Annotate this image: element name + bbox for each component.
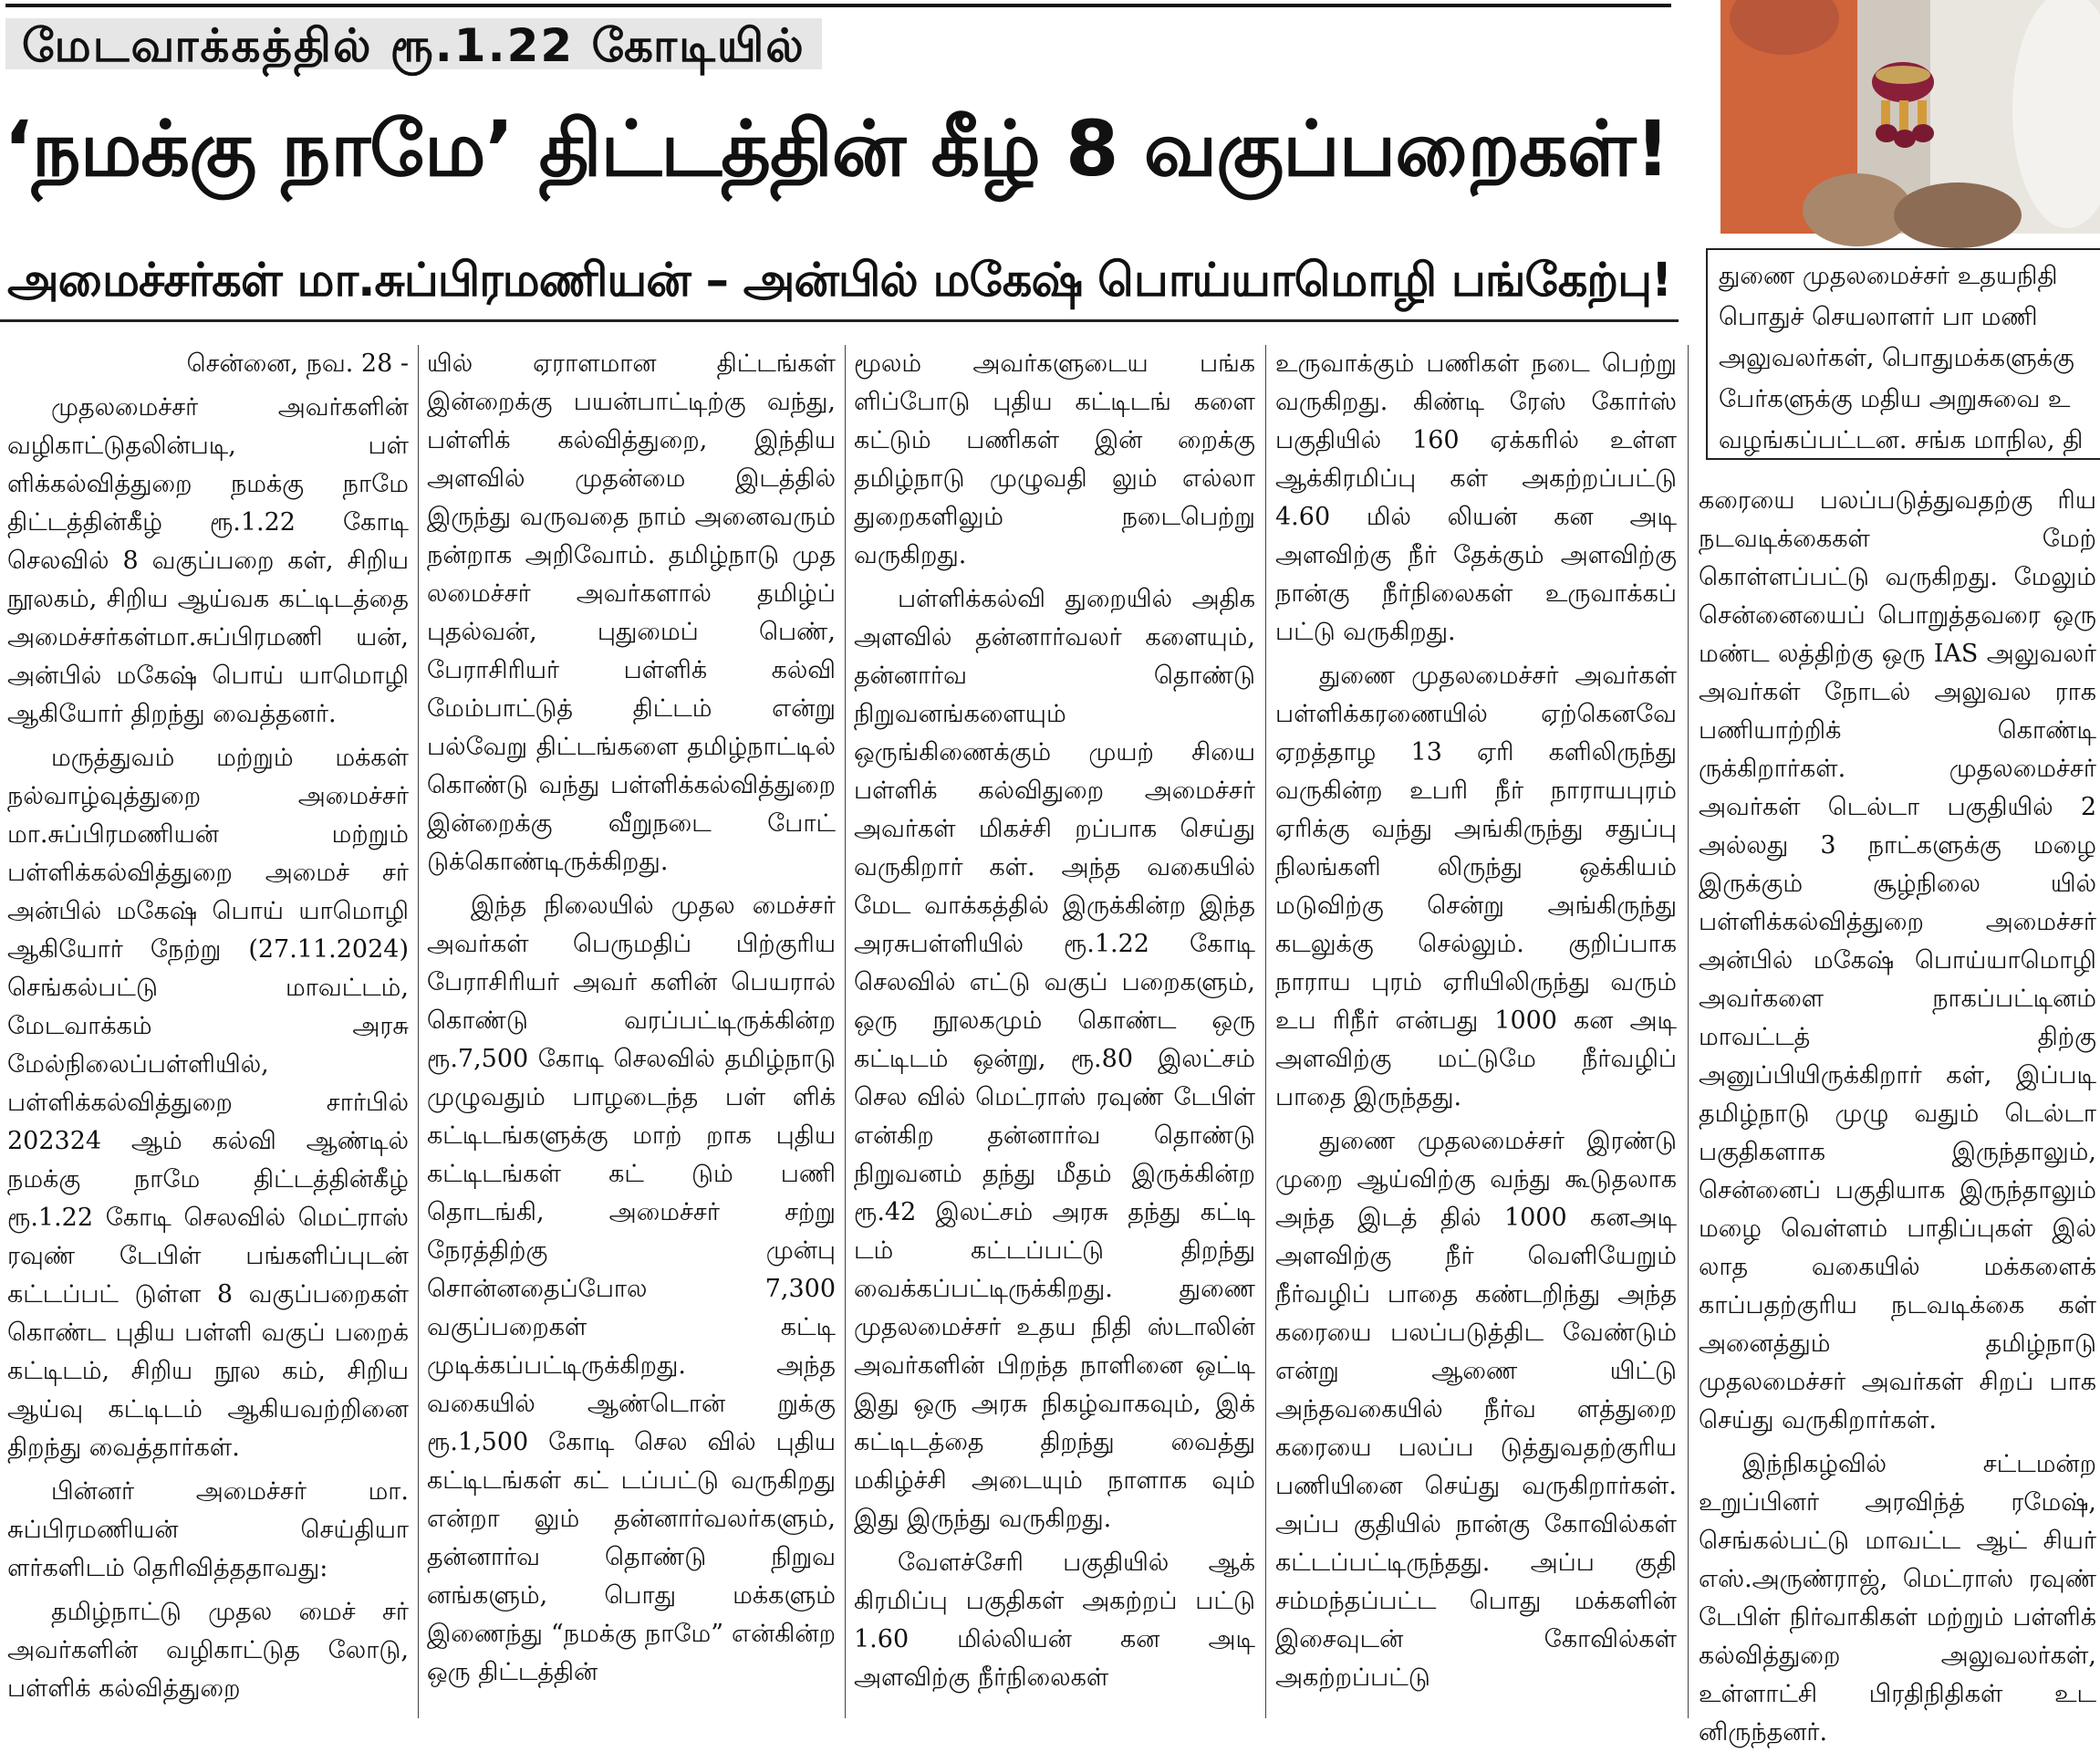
article-column-5 xyxy=(1699,482,2096,1747)
article-paragraph: உருவாக்கும் பணிகள் நடை பெற்று வருகிறது. கிண்டி ரேஸ் கோர்ஸ் பகுதியில் 160 ஏக்கரில் உள்ள ஆக்கிரமிப்பு கள் அகற்றப்பட்டு 4.60 மில் லியன் கன அடி அளவிற்கு நீர் தேக்கும் அளவிற்கு நான்கு நீர்நிலைகள் உருவாக்கப் பட்டு வருகிறது. xyxy=(1275,349,1677,646)
article-column-1 xyxy=(7,345,409,1727)
kicker-text: மேடவாக்கத்தில் ரூ.1.22 கோடியில் xyxy=(5,18,822,69)
article-paragraph: முதலமைச்சர் அவர்களின் வழிகாட்டுதலின்படி, பள் ளிக்கல்வித்துறை நமக்கு நாமே திட்டத்தின்கீழ் ரூ.1.22 கோடி செலவில் 8 வகுப்பறை கள், சிறிய நூலகம், சிறிய ஆய்வக கட்டிடத்தை அமைச்சர்கள்மா.சுப்பிரமணி யன், அன்பில் மகேஷ் பொய் யாமொழி ஆகியோர் திறந்து வைத்தனர். xyxy=(7,393,409,728)
article-paragraph: யில் ஏராளமான திட்டங்கள் இன்றைக்கு பயன்பாட்டிற்கு வந்து, பள்ளிக் கல்வித்துறை, இந்திய அளவில் முதன்மை இடத்தில் இருந்து வருவதை நாம் அனைவரும் நன்றாக அறிவோம். தமிழ்நாடு முத லமைச்சர் அவர்களால் தமிழ்ப் புதல்வன், புதுமைப் பெண், பேராசிரியர் பள்ளிக் கல்வி மேம்பாட்டுத் திட்டம் என்று பல்வேறு திட்டங்களை தமிழ்நாட்டில் கொண்டு வந்து பள்ளிக்கல்வித்துறை இன்றைக்கு வீறுநடை போட் டுக்கொண்டிருக்கிறது. xyxy=(427,349,836,876)
news-photo xyxy=(1721,0,2100,234)
column-divider xyxy=(1688,345,1689,1718)
caption-line: அலுவலர்கள், பொதுமக்களுக்கு xyxy=(1719,344,2074,372)
photo-illustration xyxy=(1721,0,2100,234)
article-paragraph: கரையை பலப்படுத்துவதற்கு ரிய நடவடிக்கைகள் மேற் கொள்ளப்பட்டு வருகிறது. மேலும் சென்னையைப் பொறுத்தவரை ஒரு மண்ட லத்திற்கு ஒரு IAS அலுவலர் அவர்கள் நோடல் அலுவல ராக பணியாற்றிக் கொண்டி ருக்கிறார்கள். முதலமைச்சர் அவர்கள் டெல்டா பகுதியில் 2 அல்லது 3 நாட்களுக்கு மழை இருக்கும் சூழ்நிலை யில் பள்ளிக்கல்வித்துறை அமைச்சர் அன்பில் மகேஷ் பொய்யாமொழி அவர்களை நாகப்பட்டினம் மாவட்டத் திற்கு அனுப்பியிருக்கிறார் கள், இப்படி தமிழ்நாடு முழு வதும் டெல்டா பகுதிகளாக இருந்தாலும், சென்னைப் பகுதியாக இருந்தாலும் மழை வெள்ளம் பாதிப்புகள் இல் லாத வகையில் மக்களைக் காப்பதற்குரிய நடவடிக்கை கள் அனைத்தும் தமிழ்நாடு முதலமைச்சர் அவர்கள் சிறப் பாக செய்து வருகிறார்கள். xyxy=(1699,486,2096,1434)
article-paragraph: துணை முதலமைச்சர் இரண்டு முறை ஆய்விற்கு வந்து கூடுதலாக அந்த இடத் தில் 1000 கனஅடி அளவிற்கு நீர் வெளியேறும் நீர்வழிப் பாதை கண்டறிந்து அந்த கரையை பலப்படுத்திட வேண்டும் என்று ஆணை யிட்டு அந்தவகையில் நீர்வ ளத்துறை கரையை பலப்ப டுத்துவதற்குரிய பணியினை செய்து வருகிறார்கள். அப்ப குதியில் நான்கு கோவில்கள் கட்டப்பட்டிருந்தது. அப்ப குதி சம்மந்தப்பட்ட பொது மக்களின் இசைவுடன் கோவில்கள் அகற்றப்பட்டு xyxy=(1275,1127,1677,1692)
column-divider xyxy=(845,345,846,1718)
photo-caption xyxy=(1706,248,2100,460)
article-paragraph: தமிழ்நாட்டு முதல மைச் சர் அவர்களின் வழிகாட்டுத லோடு, பள்ளிக் கல்வித்துறை xyxy=(7,1598,409,1703)
caption-line: துணை முதலமைச்சர் உதயநிதி xyxy=(1719,262,2058,290)
article-paragraph: மூலம் அவர்களுடைய பங்க ளிப்போடு புதிய கட்டிடங் களை கட்டும் பணிகள் இன் றைக்கு தமிழ்நாடு முழுவதி லும் எல்லா துறைகளிலும் நடைபெற்று வருகிறது. xyxy=(854,349,1255,569)
article-paragraph: துணை முதலமைச்சர் அவர்கள் பள்ளிக்கரணையில் ஏற்கெனவே ஏறத்தாழ 13 ஏரி களிலிருந்து வருகின்ற உபரி நீர் நாராயபுரம் ஏரிக்கு வந்து அங்கிருந்து சதுப்பு நிலங்களி லிருந்து ஒக்கியம் மடுவிற்கு சென்று அங்கிருந்து கடலுக்கு செல்லும். குறிப்பாக நாராய புரம் ஏரியிலிருந்து வரும் உப ரிநீர் என்பது 1000 கன அடி அளவிற்கு மட்டுமே நீர்வழிப் பாதை இருந்தது. xyxy=(1275,662,1677,1111)
article-paragraph: மருத்துவம் மற்றும் மக்கள் நல்வாழ்வுத்துறை அமைச்சர் மா.சுப்பிரமணியன் மற்றும் பள்ளிக்கல்வித்துறை அமைச் சர் அன்பில் மகேஷ் பொய் யாமொழி ஆகியோர் நேற்று (27.11.2024) செங்கல்பட்டு மாவட்டம், மேடவாக்கம் அரசு மேல்நிலைப்பள்ளியில், பள்ளிக்கல்வித்துறை சார்பில் 202324 ஆம் கல்வி ஆண்டில் நமக்கு நாமே திட்டத்தின்கீழ் ரூ.1.22 கோடி செலவில் மெட்ராஸ் ரவுண் டேபிள் பங்களிப்புடன் கட்டப்பட் டுள்ள 8 வகுப்பறைகள் கொண்ட புதிய பள்ளி வகுப் பறைக் கட்டிடம், சிறிய நூல கம், சிறிய ஆய்வு கட்டிடம் ஆகியவற்றினை திறந்து வைத்தார்கள். xyxy=(7,744,409,1462)
headline: ‘நமக்கு நாமே’ திட்டத்தின் கீழ் 8 வகுப்பறைகள்! xyxy=(4,104,1669,193)
article-column-3 xyxy=(854,345,1255,1727)
caption-line: பேர்களுக்கு மதிய அறுசுவை உ xyxy=(1719,385,2071,413)
article-column-2 xyxy=(427,345,836,1727)
article-paragraph: இந்த நிலையில் முதல மைச்சர் அவர்கள் பெருமதிப் பிற்குரிய பேராசிரியர் அவர் களின் பெயரால் கொண்டு வரப்பட்டிருக்கின்ற ரூ.7,500 கோடி செலவில் தமிழ்நாடு முழுவதும் பாழடைந்த பள் ளிக் கட்டிடங்களுக்கு மாற் றாக புதிய கட்டிடங்கள் கட் டும் பணி தொடங்கி, அமைச்சர் சற்று நேரத்திற்கு முன்பு சொன்னதைப்போல 7,300 வகுப்பறைகள் கட்டி முடிக்கப்பட்டிருக்கிறது. அந்த வகையில் ஆண்டொன் றுக்கு ரூ.1,500 கோடி செல வில் புதிய கட்டிடங்கள் கட் டப்பட்டு வருகிறது என்றா லும் தன்னார்வலர்களும், தன்னார்வ தொண்டு நிறுவ னங்களும், பொது மக்களும் இணைந்து “நமக்கு நாமே” என்கின்ற ஒரு திட்டத்தின் xyxy=(427,892,836,1686)
dateline: சென்னை, நவ. 28 - xyxy=(186,349,409,378)
article-paragraph: பள்ளிக்கல்வி துறையில் அதிக அளவில் தன்னார்வலர் களையும், தன்னார்வ தொண்டு நிறுவனங்களையும் ஒருங்கிணைக்கும் முயற் சியை பள்ளிக் கல்விதுறை அமைச்சர் அவர்கள் மிகச்சி றப்பாக செய்து வருகிறார் கள். அந்த வகையில் மேட வாக்கத்தில் இருக்கின்ற இந்த அரசுபள்ளியில் ரூ.1.22 கோடி செலவில் எட்டு வகுப் பறைகளும், ஒரு நூலகமும் கொண்ட ஒரு கட்டிடம் ஒன்று, ரூ.80 இலட்சம் செல வில் மெட்ராஸ் ரவுண் டேபிள் என்கிற தன்னார்வ தொண்டு நிறுவனம் தந்து மீதம் இருக்கின்ற ரூ.42 இலட்சம் அரசு தந்து கட்டி டம் கட்டப்பட்டு திறந்து வைக்கப்பட்டிருக்கிறது. துணை முதலமைச்சர் உதய நிதி ஸ்டாலின் அவர்களின் பிறந்த நாளினை ஒட்டி இது ஒரு அரசு நிகழ்வாகவும், இக் கட்டிடத்தை திறந்து வைத்து மகிழ்ச்சி அடையும் நாளாக வும் இது இருந்து வருகிறது. xyxy=(854,585,1255,1533)
column-divider xyxy=(1265,345,1266,1718)
subheadline: அமைச்சர்கள் மா.சுப்பிரமணியன் – அன்பில் மகேஷ் பொய்யாமொழி பங்கேற்பு! xyxy=(7,254,1672,308)
kicker-bar xyxy=(5,4,1671,78)
article-paragraph: வேளச்சேரி பகுதியில் ஆக் கிரமிப்பு பகுதிகள் அகற்றப் பட்டு 1.60 மில்லியன் கன அடி அளவிற்கு நீர்நிலைகள் xyxy=(854,1549,1255,1692)
article-paragraph: இந்நிகழ்வில் சட்டமன்ற உறுப்பினர் அரவிந்த் ரமேஷ், செங்கல்பட்டு மாவட்ட ஆட் சியர் எஸ்.அருண்ராஜ், மெட்ராஸ் ரவுண் டேபிள் நிர்வாகிகள் மற்றும் பள்ளிக் கல்வித்துறை அலுவலர்கள், உள்ளாட்சி பிரதிநிதிகள் உட னிருந்தனர். xyxy=(1699,1450,2096,1747)
caption-line: வழங்கப்பட்டன. சங்க மாநில, தி xyxy=(1719,426,2084,454)
article-paragraph: பின்னர் அமைச்சர் மா. சுப்பிரமணியன் செய்தியா ளர்களிடம் தெரிவித்ததாவது: xyxy=(7,1477,409,1582)
headline-divider xyxy=(0,319,1679,322)
caption-line: பொதுச் செயலாளர் பா மணி xyxy=(1719,303,2038,331)
column-divider xyxy=(418,345,419,1718)
article-column-4 xyxy=(1275,345,1677,1727)
